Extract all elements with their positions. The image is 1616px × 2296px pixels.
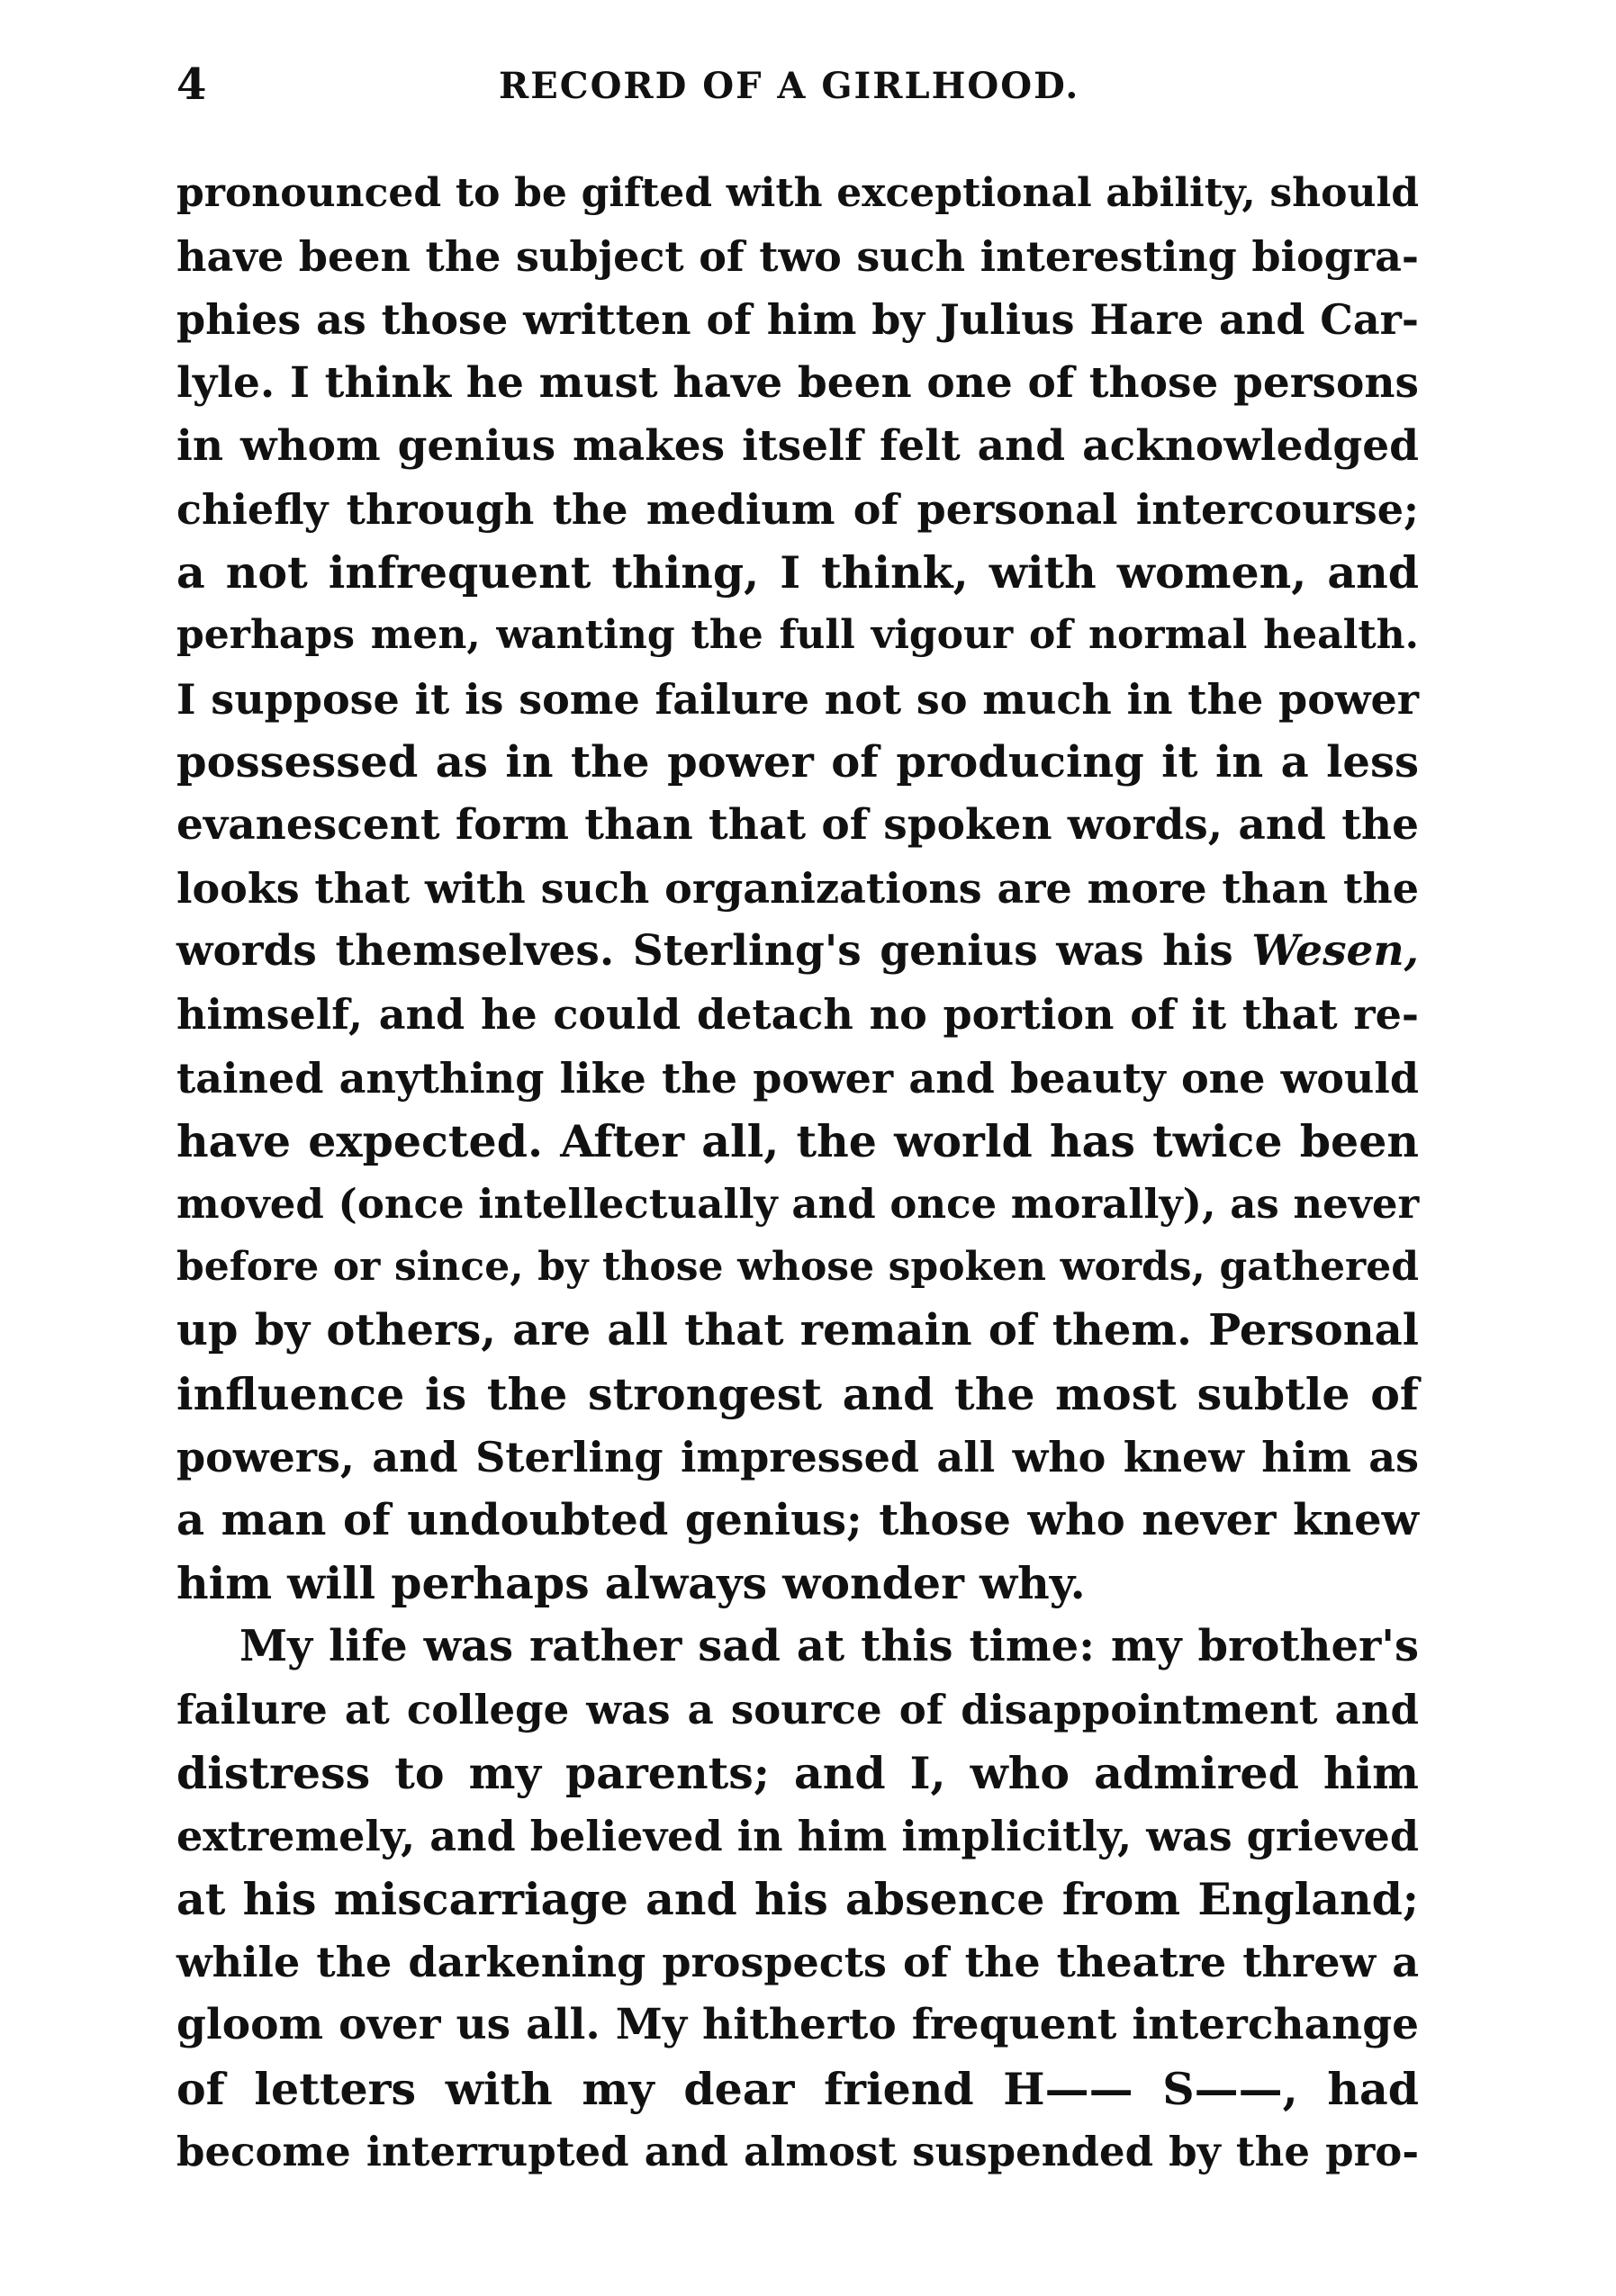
body-text bbox=[176, 162, 1419, 2183]
text-segment: words themselves. Sterling's genius was his bbox=[176, 926, 1252, 977]
text-line: up by others, are all that remain of them. Personal bbox=[176, 1305, 1419, 1356]
text-line: pronounced to be gifted with exceptional ability, should bbox=[176, 170, 1419, 216]
text-line: influence is the strongest and the most subtle of bbox=[176, 1367, 1419, 1420]
text-line: lyle. I think he must have been one of those persons bbox=[176, 357, 1419, 408]
text-line: a man of undoubted genius; those who never knew bbox=[176, 1494, 1419, 1545]
text-line: him will perhaps always wonder why. bbox=[176, 1557, 1086, 1610]
italic-word: Wesen, bbox=[1251, 926, 1419, 977]
text-line: perhaps men, wanting the full vigour of normal health. bbox=[176, 612, 1419, 659]
text-line: of letters with my dear friend H—— S——, had bbox=[176, 2062, 1419, 2115]
text-line: extremely, and believed in him implicitly, was grieved bbox=[176, 1811, 1419, 1860]
text-line: while the darkening prospects of the theatre threw a bbox=[176, 1938, 1419, 1987]
text-line: powers, and Sterling impressed all who knew him as bbox=[176, 1432, 1419, 1481]
text-line: at his miscarriage and his absence from England; bbox=[176, 1873, 1419, 1926]
paragraph-2 bbox=[176, 1615, 1419, 2183]
text-line: in whom genius makes itself felt and acknowledged bbox=[176, 420, 1419, 471]
text-line: have expected. After all, the world has twice been bbox=[176, 1114, 1419, 1167]
page-number: 4 bbox=[176, 59, 207, 110]
paragraph-1 bbox=[176, 162, 1419, 1615]
text-line: gloom over us all. My hitherto frequent interchange bbox=[176, 2000, 1419, 2050]
running-title: RECORD OF A GIRLHOOD. bbox=[499, 65, 1080, 107]
text-line: have been the subject of two such interesting biogra- bbox=[176, 232, 1419, 282]
text-line: My life was rather sad at this time: my brother's bbox=[239, 1621, 1419, 1672]
text-line: a not infrequent thing, I think, with women, and bbox=[176, 546, 1419, 599]
text-line-with-italic bbox=[176, 920, 1419, 983]
text-line: moved (once intellectually and once morally), as never bbox=[176, 1180, 1420, 1228]
text-line: possessed as in the power of producing it in a less bbox=[176, 736, 1419, 788]
text-line: phies as those written of him by Julius Hare and Car- bbox=[176, 295, 1419, 345]
text-line: distress to my parents; and I, who admired him bbox=[176, 1746, 1419, 1799]
text-line: become interrupted and almost suspended by the pro- bbox=[176, 2127, 1419, 2175]
text-line: tained anything like the power and beauty one would bbox=[176, 1053, 1419, 1103]
text-line: himself, and he could detach no portion of it that re- bbox=[176, 990, 1419, 1040]
text-line: failure at college was a source of disappointment and bbox=[176, 1685, 1419, 1733]
text-line: evanescent form than that of spoken words, and the bbox=[176, 799, 1419, 850]
text-line: chiefly through the medium of personal intercourse; bbox=[176, 484, 1419, 534]
text-line: looks that with such organizations are more than the bbox=[176, 864, 1419, 914]
text-line: before or since, by those whose spoken words, gathered bbox=[176, 1244, 1419, 1291]
text-line: I suppose it is some failure not so much in the power bbox=[176, 674, 1419, 724]
page-header bbox=[176, 59, 1419, 122]
